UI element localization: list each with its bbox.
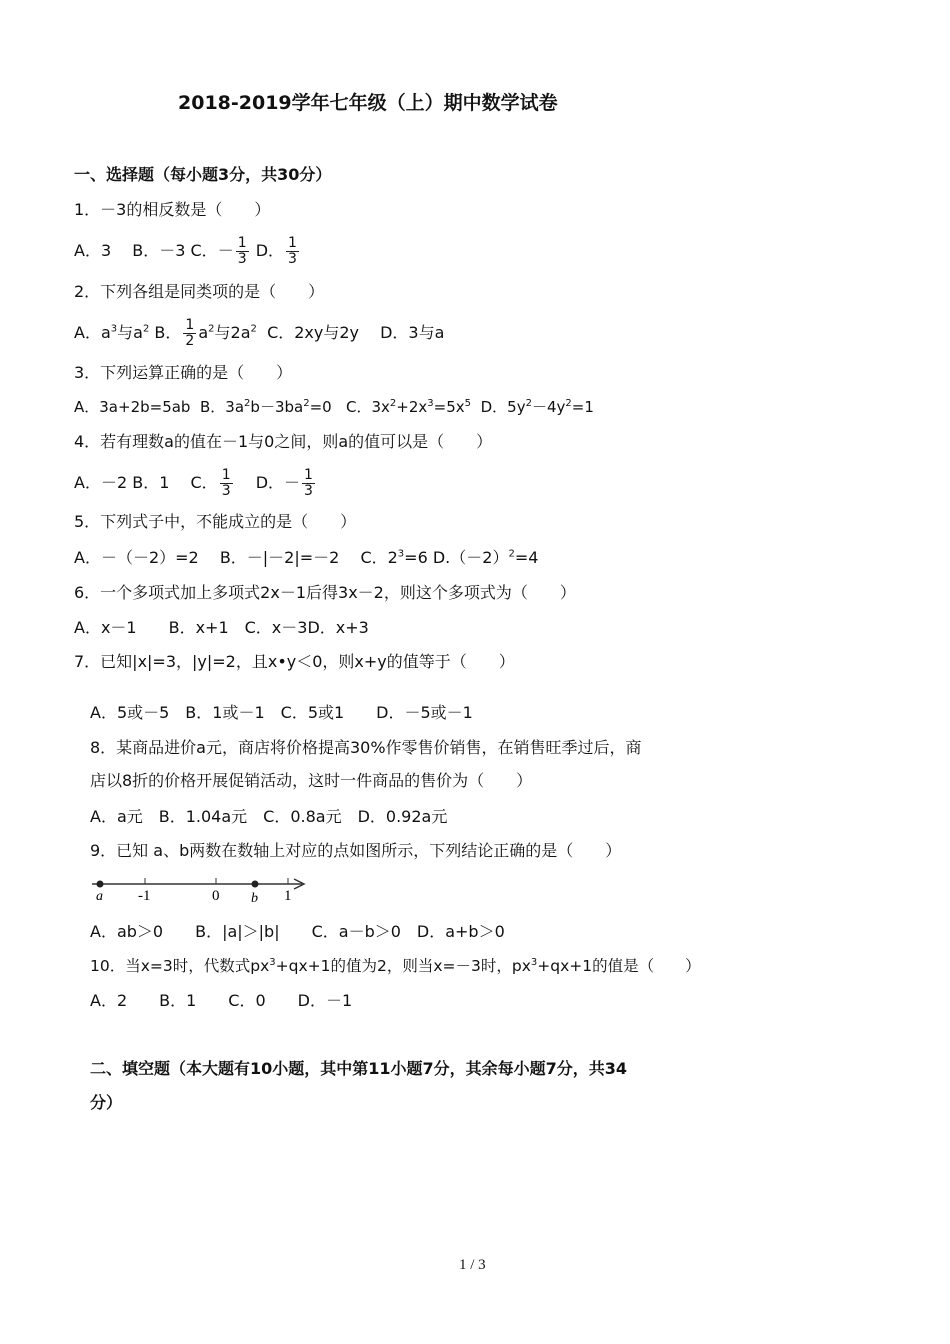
question-5-stem: 5．下列式子中，不能成立的是（ ）: [74, 512, 357, 531]
question-7-options: A．5或－5 B．1或－1 C．5或1 D．－5或－1: [90, 703, 473, 722]
tick-label-0: 0: [212, 888, 220, 904]
q1-option-c: C．: [190, 241, 218, 260]
section-2-heading-line-2: 分）: [90, 1093, 123, 1112]
question-4-stem: 4．若有理数a的值在－1与0之间，则a的值可以是（ ）: [74, 432, 493, 451]
q1-option-d: D．: [255, 241, 285, 260]
q1-d-fraction: $\frac{1}{3}$: [288, 235, 297, 267]
question-1-options: [74, 235, 301, 267]
point-a-label: a: [96, 889, 103, 904]
question-9-options: A．ab＞0 B．|a|＞|b| C．a－b＞0 D．a+b＞0: [90, 922, 505, 941]
tick-label-1: 1: [284, 888, 292, 904]
question-2-stem: 2．下列各组是同类项的是（ ）: [74, 282, 325, 301]
question-3-stem: 3．下列运算正确的是（ ）: [74, 363, 293, 382]
q1-c-sign: －: [217, 241, 234, 260]
question-4-options: A．－2 B．1 C． $\frac{1}{3}$ D．－ $\frac{1}{3}$: [74, 467, 313, 499]
question-8-line-1: 8．某商品进价a元，商店将价格提高30%作零售价销售，在销售旺季过后，商: [90, 738, 642, 757]
question-1-stem: 1．－3的相反数是（ ）: [74, 200, 271, 219]
question-10-options: A．2 B．1 C．0 D．－1: [90, 991, 353, 1010]
q2-b-fraction: $\frac{1}{2}$: [185, 317, 195, 349]
question-9-stem: 9．已知 a、b两数在数轴上对应的点如图所示，下列结论正确的是（ ）: [90, 841, 622, 860]
page-number: 1 / 3: [459, 1257, 486, 1273]
q1-option-b: B．－3: [132, 241, 186, 260]
question-8-options: A．a元 B．1.04a元 C．0.8a元 D．0.92a元: [90, 807, 448, 826]
tick-label-minus-1: -1: [138, 888, 151, 904]
q4-d-fraction: $\frac{1}{3}$: [304, 467, 313, 499]
question-10-stem: 10．当x=3时，代数式$px^3+qx+1$的值为2，则当x=－3时，$px^3+qx+1$的值是（ ）: [90, 956, 701, 975]
q1-option-a: A．3: [74, 241, 112, 260]
page-title: 2018-2019学年七年级（上）期中数学试卷: [178, 92, 558, 114]
q4-c-fraction: $\frac{1}{3}$: [221, 467, 231, 499]
q1-c-fraction: $\frac{1}{3}$: [237, 235, 247, 267]
question-7-stem: 7．已知|x|=3，|y|=2，且x•y＜0，则x+y的值等于（ ）: [74, 652, 515, 671]
number-line-figure: [88, 872, 318, 908]
question-6-options: A．x－1 B．x+1 C．x－3D．x+3: [74, 618, 369, 637]
section-2-heading-line-1: 二、填空题（本大题有10小题，其中第11小题7分，其余每小题7分，共34: [90, 1059, 628, 1078]
question-2-options: A．$a^3$与$a^2$ B． $\frac{1}{2}$ $a^2$与$2a^2$ C．2xy与2y D．3与a: [74, 317, 445, 349]
question-5-options: A．－（－2）=2 B．－|－2|=－2 C．$2^3=6$ $D.(-2)^2=4$: [74, 548, 539, 567]
point-b: [252, 881, 259, 888]
question-8-line-2: 店以8折的价格开展促销活动，这时一件商品的售价为（ ）: [90, 771, 533, 790]
question-6-stem: 6．一个多项式加上多项式2x－1后得3x－2，则这个多项式为（ ）: [74, 583, 576, 602]
question-3-options: A．3a+2b=5ab B．$3a^2b-3ba^2=0$ C．$3x^2+2x^3=5x^5$ D．$5y^2-4y^2=1$: [74, 398, 594, 416]
point-a: [97, 881, 104, 888]
point-b-label: b: [251, 891, 258, 906]
section-1-heading: 一、选择题（每小题3分，共30分）: [74, 165, 332, 184]
